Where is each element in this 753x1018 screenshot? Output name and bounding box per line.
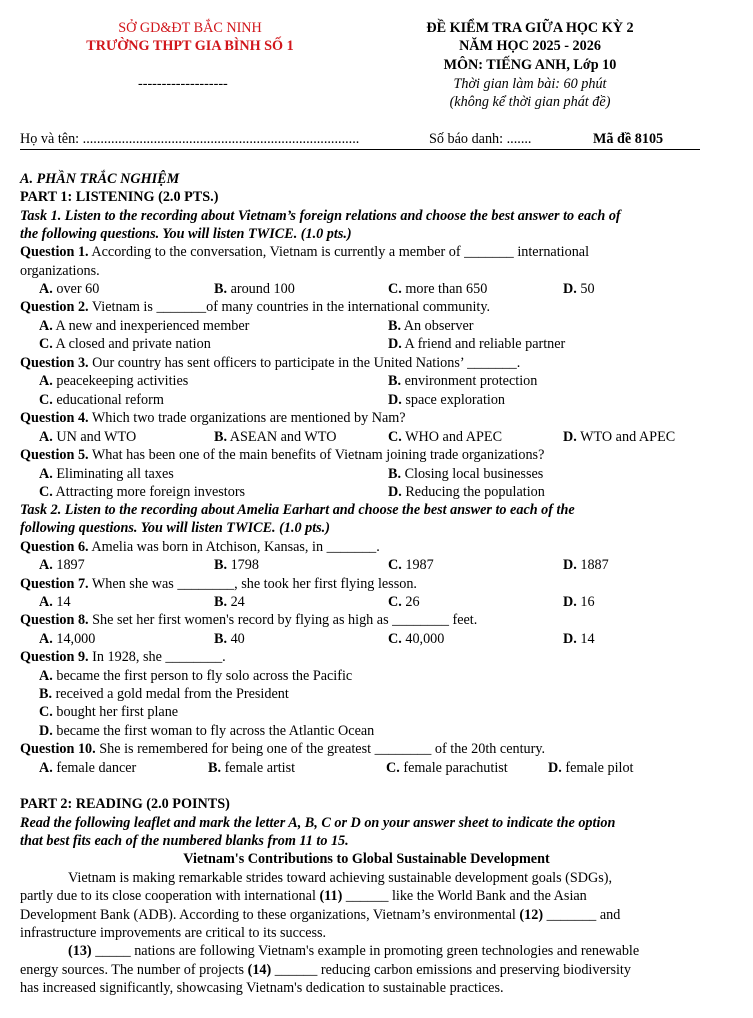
option-a[interactable]: A. 14 — [39, 594, 71, 610]
option-c[interactable]: C. 26 — [388, 594, 420, 610]
option-d[interactable]: D. 50 — [563, 281, 595, 297]
school-name: TRƯỜNG THPT GIA BÌNH SỐ 1 — [86, 38, 294, 54]
blank-14: (14) — [247, 962, 272, 978]
leaflet-p2-line1: (13) _____ nations are following Vietnam's example in promoting green technologies and renewable — [68, 943, 640, 959]
question-9: Question 9. In 1928, she ________. — [20, 649, 226, 665]
task2-instructions-cont: following questions. You will listen TWICE. (1.0 pts.) — [20, 520, 330, 536]
question-10-options — [20, 759, 720, 777]
question-5-options-ab — [20, 465, 720, 483]
question-2-options-cd — [20, 335, 720, 353]
leaflet-p1-line1: Vietnam is making remarkable strides toward achieving sustainable development goals (SDGs), — [68, 870, 613, 886]
option-a[interactable]: A. 14,000 — [39, 631, 96, 647]
option-b[interactable]: B. around 100 — [214, 281, 295, 297]
option-a[interactable]: A. peacekeeping activities — [39, 373, 189, 389]
option-a[interactable]: A. became the first person to fly solo across the Pacific — [39, 668, 353, 684]
header-dashes: ------------------- — [138, 76, 228, 92]
option-c[interactable]: C. 1987 — [388, 557, 434, 573]
question-8: Question 8. She set her first women's record by flying as high as ________ feet. — [20, 612, 478, 628]
option-b[interactable]: B. environment protection — [388, 373, 538, 389]
option-c[interactable]: C. 40,000 — [388, 631, 445, 647]
department-name: SỞ GD&ĐT BẮC NINH — [118, 20, 262, 36]
option-b[interactable]: B. female artist — [208, 760, 296, 776]
question-10: Question 10. She is remembered for being one of the greatest ________ of the 20th century. — [20, 741, 546, 757]
option-b[interactable]: B. 1798 — [214, 557, 259, 573]
header-divider — [20, 149, 700, 150]
option-b[interactable]: B. An observer — [388, 318, 474, 334]
question-3-options-cd — [20, 391, 720, 409]
subject: MÔN: TIẾNG ANH, Lớp 10 — [443, 57, 617, 73]
option-a[interactable]: A. female dancer — [39, 760, 137, 776]
option-d[interactable]: D. Reducing the population — [388, 484, 545, 500]
option-c[interactable]: C. WHO and APEC — [388, 429, 503, 445]
question-4: Question 4. Which two trade organizations are mentioned by Nam? — [20, 410, 406, 426]
option-d[interactable]: D. 1887 — [563, 557, 609, 573]
blank-12: (12) — [519, 907, 544, 923]
part2-instructions-cont: that best fits each of the numbered blanks from 11 to 15. — [20, 833, 349, 849]
task1-instructions-cont: the following questions. You will listen TWICE. (1.0 pts.) — [20, 226, 352, 242]
question-8-options — [20, 630, 720, 648]
leaflet-p1-line4: infrastructure improvements are critical to its success. — [20, 925, 327, 941]
part2-title: PART 2: READING (2.0 POINTS) — [20, 796, 230, 812]
question-2-options-ab — [20, 317, 720, 335]
blank-11: (11) — [319, 888, 343, 904]
school-year: NĂM HỌC 2025 - 2026 — [459, 38, 601, 54]
option-d[interactable]: D. became the first woman to fly across the Atlantic Ocean — [39, 723, 375, 739]
option-d[interactable]: D. female pilot — [548, 760, 634, 776]
leaflet-heading: Vietnam's Contributions to Global Sustainable Development — [183, 851, 550, 867]
blank-13: (13) — [68, 943, 92, 959]
option-d[interactable]: D. 16 — [563, 594, 595, 610]
exam-time: Thời gian làm bài: 60 phút — [453, 76, 607, 92]
option-c[interactable]: C. female parachutist — [386, 760, 508, 776]
question-7: Question 7. When she was ________, she took her first flying lesson. — [20, 576, 417, 592]
part1-title: PART 1: LISTENING (2.0 PTS.) — [20, 189, 219, 205]
option-c[interactable]: C. Attracting more foreign investors — [39, 484, 246, 500]
exam-code: Mã đề 8105 — [593, 131, 664, 147]
question-5: Question 5. What has been one of the main benefits of Vietnam joining trade organizations? — [20, 447, 545, 463]
leaflet-p1-line2: partly due to its close cooperation with international (11) ______ like the World Bank and the Asian — [20, 888, 587, 904]
option-b[interactable]: B. 40 — [214, 631, 245, 647]
option-d[interactable]: D. WTO and APEC — [563, 429, 676, 445]
option-b[interactable]: B. received a gold medal from the President — [39, 686, 289, 702]
option-b[interactable]: B. 24 — [214, 594, 245, 610]
option-a[interactable]: A. over 60 — [39, 281, 100, 297]
task2-instructions: Task 2. Listen to the recording about Amelia Earhart and choose the best answer to each of the — [20, 502, 575, 518]
question-4-options — [20, 428, 720, 446]
option-c[interactable]: C. educational reform — [39, 392, 164, 408]
option-d[interactable]: D. space exploration — [388, 392, 506, 408]
question-3-options-ab — [20, 372, 720, 390]
question-7-options — [20, 593, 720, 611]
question-6-options — [20, 556, 720, 574]
question-1-cont: organizations. — [20, 263, 100, 279]
exam-time-note: (không kể thời gian phát đề) — [449, 94, 611, 110]
student-name-field: Họ và tên: .............................................................................. — [20, 131, 360, 147]
option-c[interactable]: C. bought her first plane — [39, 704, 179, 720]
section-a-title: A. PHẦN TRẮC NGHIỆM — [20, 171, 180, 187]
question-1: Question 1. According to the conversation, Vietnam is currently a member of _______ international — [20, 244, 590, 260]
task1-instructions: Task 1. Listen to the recording about Vietnam’s foreign relations and choose the best answer to each of — [20, 208, 621, 224]
option-a[interactable]: A. UN and WTO — [39, 429, 137, 445]
part2-instructions: Read the following leaflet and mark the letter A, B, C or D on your answer sheet to indicate the option — [20, 815, 616, 831]
option-b[interactable]: B. ASEAN and WTO — [214, 429, 337, 445]
option-c[interactable]: C. more than 650 — [388, 281, 488, 297]
option-c[interactable]: C. A closed and private nation — [39, 336, 211, 352]
question-2: Question 2. Vietnam is _______of many countries in the international community. — [20, 299, 491, 315]
option-a[interactable]: A. Eliminating all taxes — [39, 466, 174, 482]
option-d[interactable]: D. 14 — [563, 631, 595, 647]
question-6: Question 6. Amelia was born in Atchison, Kansas, in _______. — [20, 539, 380, 555]
option-d[interactable]: D. A friend and reliable partner — [388, 336, 566, 352]
option-a[interactable]: A. 1897 — [39, 557, 85, 573]
leaflet-p2-line3: has increased significantly, showcasing Vietnam's dedication to sustainable practices. — [20, 980, 504, 996]
question-5-options-cd — [20, 483, 720, 501]
leaflet-p2-line2: energy sources. The number of projects (14) ______ reducing carbon emissions and preserving biodiversity — [20, 962, 631, 978]
option-b[interactable]: B. Closing local businesses — [388, 466, 544, 482]
exam-title: ĐỀ KIỂM TRA GIỮA HỌC KỲ 2 — [426, 20, 634, 36]
question-3: Question 3. Our country has sent officers to participate in the United Nations’ _______. — [20, 355, 521, 371]
option-a[interactable]: A. A new and inexperienced member — [39, 318, 250, 334]
leaflet-p1-line3: Development Bank (ADB). According to these organizations, Vietnam’s environmental (12) _______ and — [20, 907, 621, 923]
question-1-options — [20, 280, 720, 298]
student-id-field: Số báo danh: ....... — [429, 131, 532, 147]
